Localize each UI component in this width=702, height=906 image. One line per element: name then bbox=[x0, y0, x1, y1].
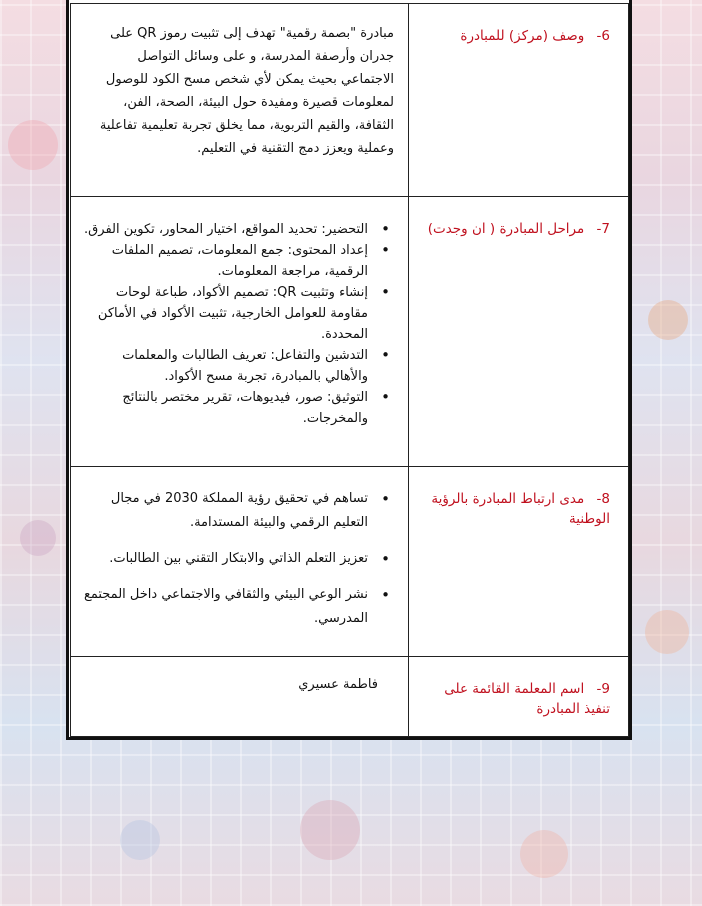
initiative-table bbox=[70, 3, 629, 737]
list-item: • إعداد المحتوى: جمع المعلومات، تصميم الملفات الرقمية، مراجعة المعلومات. bbox=[81, 240, 368, 282]
table-row bbox=[71, 197, 629, 467]
background-illustration bbox=[645, 610, 689, 654]
vision-list bbox=[81, 487, 394, 631]
row-number: 9- bbox=[596, 681, 610, 697]
label-cell bbox=[409, 467, 629, 657]
row-label: وصف (مركز) للمبادرة bbox=[460, 28, 585, 44]
list-item: • التدشين والتفاعل: تعريف الطالبات والمعلمات والأهالي بالمبادرة، تجربة مسح الأكواد. bbox=[81, 345, 368, 387]
row-label: مراحل المبادرة ( ان وجدت) bbox=[427, 221, 585, 237]
row-label: مدى ارتباط المبادرة بالرؤية الوطنية bbox=[431, 491, 610, 527]
list-item: • التوثيق: صور، فيديوهات، تقرير مختصر بالنتائج والمخرجات. bbox=[81, 387, 368, 429]
list-item: • تعزيز التعلم الذاتي والابتكار التقني بين الطالبات. bbox=[81, 547, 368, 571]
background-illustration bbox=[120, 820, 160, 860]
background-illustration bbox=[648, 300, 688, 340]
table-row bbox=[71, 4, 629, 197]
label-cell bbox=[409, 197, 629, 467]
table-row bbox=[71, 657, 629, 737]
row-number: 7- bbox=[596, 221, 610, 237]
content-cell bbox=[71, 657, 409, 737]
list-item: • نشر الوعي البيئي والثقافي والاجتماعي داخل المجتمع المدرسي. bbox=[81, 583, 368, 631]
content-cell bbox=[71, 4, 409, 197]
stages-list bbox=[81, 219, 394, 429]
background-illustration bbox=[300, 800, 360, 860]
table-row bbox=[71, 467, 629, 657]
list-item: • التحضير: تحديد المواقع، اختيار المحاور، تكوين الفرق. bbox=[81, 219, 368, 240]
row-number: 6- bbox=[596, 28, 610, 44]
label-cell bbox=[409, 4, 629, 197]
background-illustration bbox=[520, 830, 568, 878]
row-label: اسم المعلمة القائمة على تنفيذ المبادرة bbox=[444, 681, 610, 717]
label-cell bbox=[409, 657, 629, 737]
background-illustration bbox=[20, 520, 56, 556]
initiative-description: مبادرة "بصمة رقمية" تهدف إلى تثبيت رموز QR على جدران وأرصفة المدرسة، و على وسائل التواصل الاجتماعي بحيث يمكن لأي شخص مسح الكود للوصول لمعلومات قصيرة ومفيدة حول البيئة، الصحة، الفن، الثقافة، والقيم التربوية، مما يخلق تجربة تعليمية تفاعلية وعملية ويعزز دمج التقنية في التعليم. bbox=[99, 26, 394, 156]
content-cell bbox=[71, 197, 409, 467]
row-number: 8- bbox=[596, 491, 610, 507]
content-cell bbox=[71, 467, 409, 657]
teacher-name: فاطمة عسيري bbox=[298, 677, 378, 692]
list-item: • إنشاء وتثبيت QR: تصميم الأكواد، طباعة لوحات مقاومة للعوامل الخارجية، تثبيت الأكواد في الأماكن المحددة. bbox=[81, 282, 368, 345]
list-item: • تساهم في تحقيق رؤية المملكة 2030 في مجال التعليم الرقمي والبيئة المستدامة. bbox=[81, 487, 368, 535]
background-illustration bbox=[8, 120, 58, 170]
